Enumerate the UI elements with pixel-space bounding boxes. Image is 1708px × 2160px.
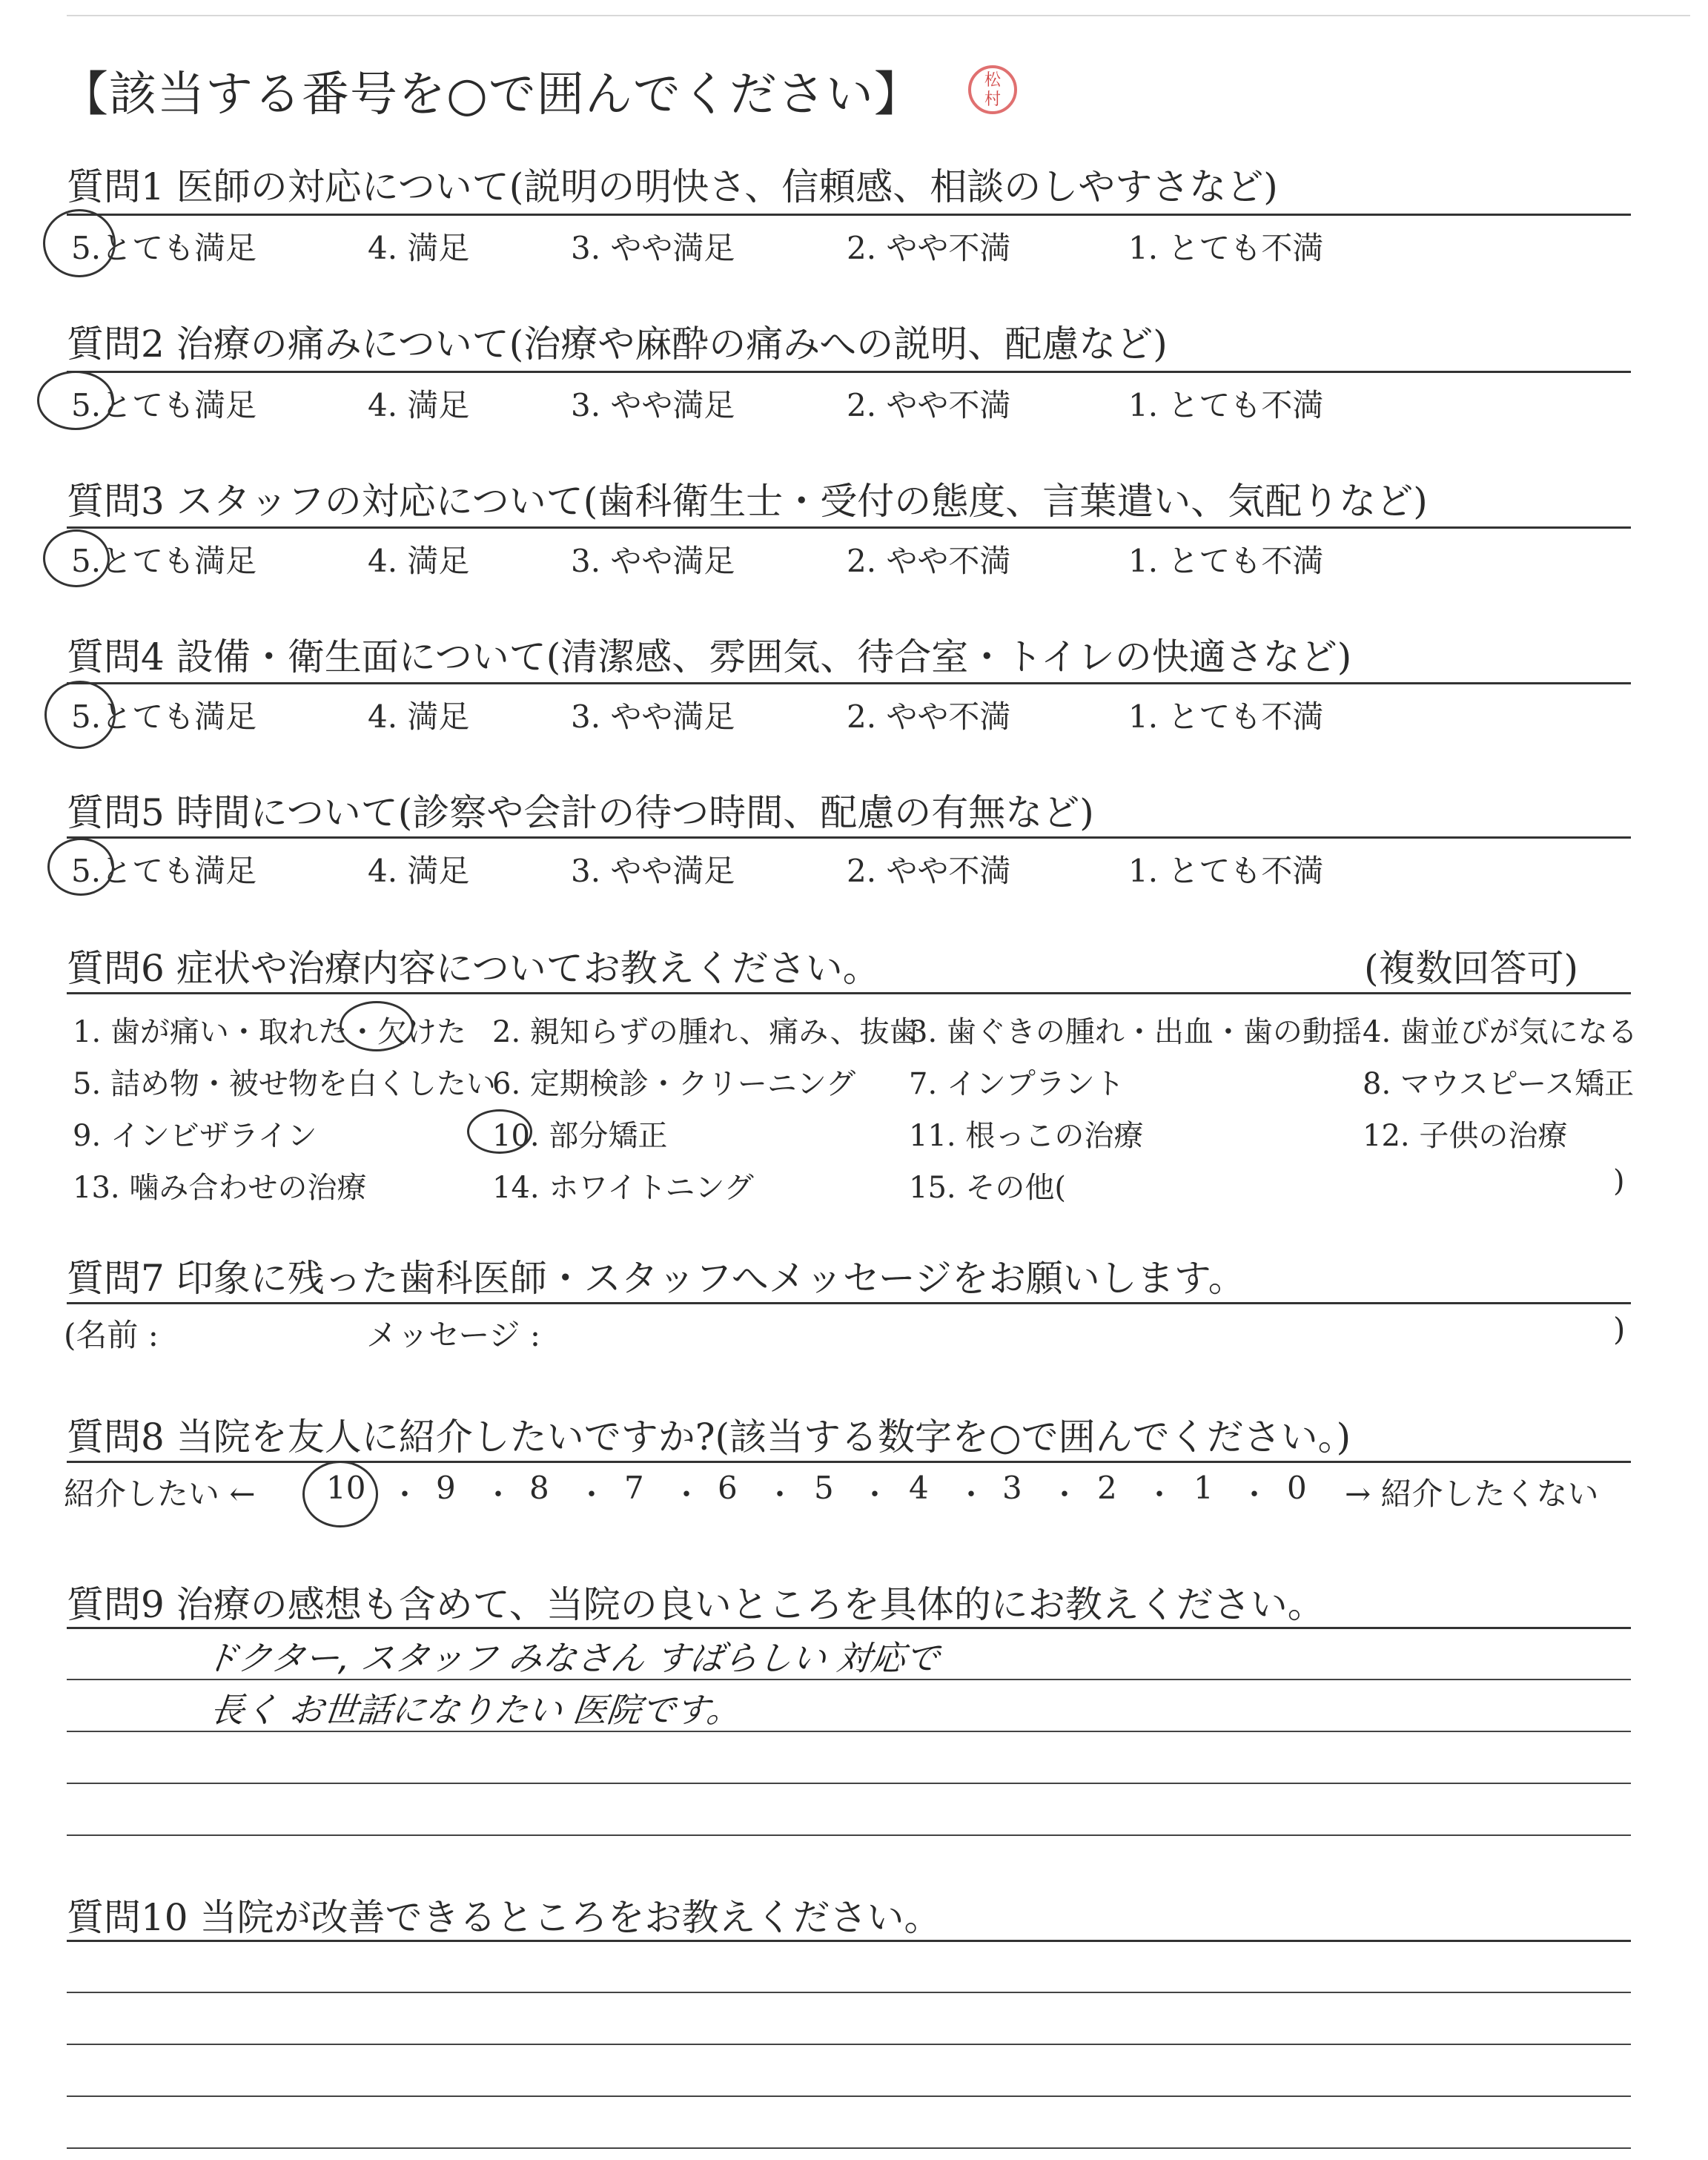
q3-circle-mark bbox=[43, 529, 110, 587]
q5-rule bbox=[67, 836, 1631, 839]
q5-title: 質問5 時間について(診察や会計の待つ時間、配慮の有無など) bbox=[67, 791, 1094, 834]
q3-option-4[interactable]: 4. 満足 bbox=[368, 543, 470, 579]
q9-title: 質問9 治療の感想も含めて、当院の良いところを具体的にお教えください。 bbox=[67, 1583, 1325, 1626]
q8-scale-2[interactable]: 2 bbox=[1097, 1470, 1117, 1506]
q8-scale-4[interactable]: 4 bbox=[909, 1470, 929, 1506]
q8-dot: ・ bbox=[1239, 1478, 1269, 1512]
q6-rule bbox=[67, 992, 1631, 994]
q6-option-12[interactable]: 12. 子供の治療 bbox=[1363, 1119, 1568, 1153]
q4-option-2[interactable]: 2. やや不満 bbox=[847, 698, 1011, 735]
q9-answer-line bbox=[67, 1834, 1631, 1836]
q8-left-label: 紹介したい ← bbox=[64, 1476, 256, 1512]
q2-option-3[interactable]: 3. やや満足 bbox=[571, 387, 735, 423]
q7-rule bbox=[67, 1302, 1631, 1304]
q10-answer-line bbox=[67, 2044, 1631, 2045]
q6-option-1[interactable]: 1. 歯が痛い・取れた・欠けた bbox=[73, 1015, 466, 1049]
q7-close: ) bbox=[1613, 1311, 1626, 1347]
top-border bbox=[67, 15, 1690, 16]
q6-option-15[interactable]: 15. その他( bbox=[909, 1171, 1066, 1205]
q6-option-5[interactable]: 5. 詰め物・被せ物を白くしたい bbox=[73, 1067, 496, 1101]
q2-option-1[interactable]: 1. とても不満 bbox=[1128, 387, 1324, 423]
q6-other-close: ) bbox=[1613, 1164, 1625, 1198]
q8-dot: ・ bbox=[860, 1478, 890, 1512]
q6-note: (複数回答可) bbox=[1364, 947, 1579, 990]
q6-circle-mark-kaketa bbox=[340, 1001, 414, 1051]
q6-option-10[interactable]: 10. 部分矯正 bbox=[492, 1119, 668, 1153]
q10-answer-line bbox=[67, 2147, 1631, 2149]
q5-circle-mark bbox=[47, 838, 114, 896]
q8-title: 質問8 当院を友人に紹介したいですか?(該当する数字を○で囲んでください。) bbox=[67, 1416, 1351, 1459]
q9-rule bbox=[67, 1627, 1631, 1629]
q3-option-5[interactable]: 5.とても満足 bbox=[71, 543, 257, 579]
q3-title: 質問3 スタッフの対応について(歯科衛生士・受付の態度、言葉遣い、気配りなど) bbox=[67, 480, 1428, 523]
q5-option-2[interactable]: 2. やや不満 bbox=[847, 853, 1011, 889]
q2-option-2[interactable]: 2. やや不満 bbox=[847, 387, 1011, 423]
q5-option-4[interactable]: 4. 満足 bbox=[368, 853, 470, 889]
q8-scale-8[interactable]: 8 bbox=[529, 1470, 549, 1506]
q8-scale-6[interactable]: 6 bbox=[718, 1470, 738, 1506]
q4-option-3[interactable]: 3. やや満足 bbox=[571, 698, 735, 735]
q8-dot: ・ bbox=[1145, 1478, 1174, 1512]
q6-option-9[interactable]: 9. インビザライン bbox=[73, 1119, 317, 1153]
q4-option-1[interactable]: 1. とても不満 bbox=[1128, 698, 1324, 735]
q6-title: 質問6 症状や治療内容についてお教えください。 bbox=[67, 947, 880, 990]
q8-scale-1[interactable]: 1 bbox=[1194, 1470, 1214, 1506]
q2-title: 質問2 治療の痛みについて(治療や麻酔の痛みへの説明、配慮など) bbox=[67, 323, 1168, 366]
q2-option-5[interactable]: 5.とても満足 bbox=[71, 387, 257, 423]
q9-answer-line bbox=[67, 1679, 1631, 1680]
q10-answer-line bbox=[67, 2095, 1631, 2097]
q1-option-4[interactable]: 4. 満足 bbox=[368, 230, 470, 266]
q1-option-1[interactable]: 1. とても不満 bbox=[1128, 230, 1324, 266]
q6-option-3[interactable]: 3. 歯ぐきの腫れ・出血・歯の動揺 bbox=[909, 1015, 1362, 1049]
q8-scale-5[interactable]: 5 bbox=[814, 1470, 834, 1506]
q8-rule bbox=[67, 1461, 1631, 1463]
q8-dot: ・ bbox=[483, 1478, 513, 1512]
q1-option-3[interactable]: 3. やや満足 bbox=[571, 230, 735, 266]
q10-title: 質問10 当院が改善できるところをお教えください。 bbox=[67, 1896, 941, 1939]
q4-title: 質問4 設備・衛生面について(清潔感、雰囲気、待合室・トイレの快適さなど) bbox=[67, 635, 1352, 678]
q8-right-label: → 紹介したくない bbox=[1345, 1476, 1599, 1512]
q7-name-label: (名前 : bbox=[64, 1317, 159, 1353]
q4-circle-mark bbox=[44, 681, 116, 749]
q9-answer-line bbox=[67, 1783, 1631, 1784]
q7-message-label: メッセージ : bbox=[366, 1317, 540, 1353]
q4-rule bbox=[67, 682, 1631, 684]
q6-option-7[interactable]: 7. インプラント bbox=[909, 1067, 1125, 1101]
q1-option-5[interactable]: 5.とても満足 bbox=[71, 230, 257, 266]
q8-dot: ・ bbox=[1050, 1478, 1079, 1512]
q2-circle-mark bbox=[37, 371, 114, 430]
q1-title: 質問1 医師の対応について(説明の明快さ、信頼感、相談のしやすさなど) bbox=[67, 165, 1278, 208]
q6-option-14[interactable]: 14. ホワイトニング bbox=[492, 1171, 754, 1205]
q3-option-3[interactable]: 3. やや満足 bbox=[571, 543, 735, 579]
q8-dot: ・ bbox=[672, 1478, 701, 1512]
seal-stamp: 松 村 bbox=[968, 65, 1017, 114]
q6-option-8[interactable]: 8. マウスピース矯正 bbox=[1363, 1067, 1635, 1101]
q8-dot: ・ bbox=[956, 1478, 986, 1512]
q7-title: 質問7 印象に残った歯科医師・スタッフへメッセージをお願いします。 bbox=[67, 1257, 1245, 1300]
q6-option-13[interactable]: 13. 噛み合わせの治療 bbox=[73, 1171, 367, 1205]
q1-rule bbox=[67, 214, 1631, 216]
q6-option-6[interactable]: 6. 定期検診・クリーニング bbox=[492, 1067, 856, 1101]
q5-option-1[interactable]: 1. とても不満 bbox=[1128, 853, 1324, 889]
q9-answer-line1: ドクター, スタッフ みなさん すばらしい 対応で bbox=[202, 1638, 941, 1678]
q8-dot: ・ bbox=[577, 1478, 606, 1512]
form-title: 【該当する番号を○で囲んでください】 bbox=[61, 67, 922, 122]
q3-option-1[interactable]: 1. とても不満 bbox=[1128, 543, 1324, 579]
q2-rule bbox=[67, 371, 1631, 373]
q3-option-2[interactable]: 2. やや不満 bbox=[847, 543, 1011, 579]
q8-scale-9[interactable]: 9 bbox=[436, 1470, 456, 1506]
q2-option-4[interactable]: 4. 満足 bbox=[368, 387, 470, 423]
q10-answer-line bbox=[67, 1992, 1631, 1993]
q5-option-3[interactable]: 3. やや満足 bbox=[571, 853, 735, 889]
q9-answer-line bbox=[67, 1731, 1631, 1732]
q8-scale-0[interactable]: 0 bbox=[1287, 1470, 1307, 1506]
q8-dot: ・ bbox=[765, 1478, 795, 1512]
q8-scale-7[interactable]: 7 bbox=[624, 1470, 644, 1506]
q4-option-5[interactable]: 5.とても満足 bbox=[71, 698, 257, 735]
q8-circle-mark bbox=[302, 1461, 378, 1527]
q5-option-5[interactable]: 5.とても満足 bbox=[71, 853, 257, 889]
q6-option-11[interactable]: 11. 根っこの治療 bbox=[909, 1119, 1144, 1153]
q8-scale-10[interactable]: 10 bbox=[326, 1470, 366, 1506]
q9-answer-line2: 長く お世話になりたい 医院です。 bbox=[208, 1690, 744, 1730]
q4-option-4[interactable]: 4. 満足 bbox=[368, 698, 470, 735]
q6-option-2[interactable]: 2. 親知らずの腫れ、痛み、抜歯 bbox=[492, 1015, 919, 1049]
q1-option-2[interactable]: 2. やや不満 bbox=[847, 230, 1011, 266]
q1-circle-mark bbox=[43, 209, 116, 277]
q10-rule bbox=[67, 1940, 1631, 1942]
q6-option-4[interactable]: 4. 歯並びが気になる bbox=[1363, 1015, 1638, 1049]
q3-rule bbox=[67, 526, 1631, 529]
q6-circle-mark-10 bbox=[467, 1109, 532, 1154]
q8-scale-3[interactable]: 3 bbox=[1002, 1470, 1022, 1506]
q8-dot: ・ bbox=[390, 1478, 420, 1512]
